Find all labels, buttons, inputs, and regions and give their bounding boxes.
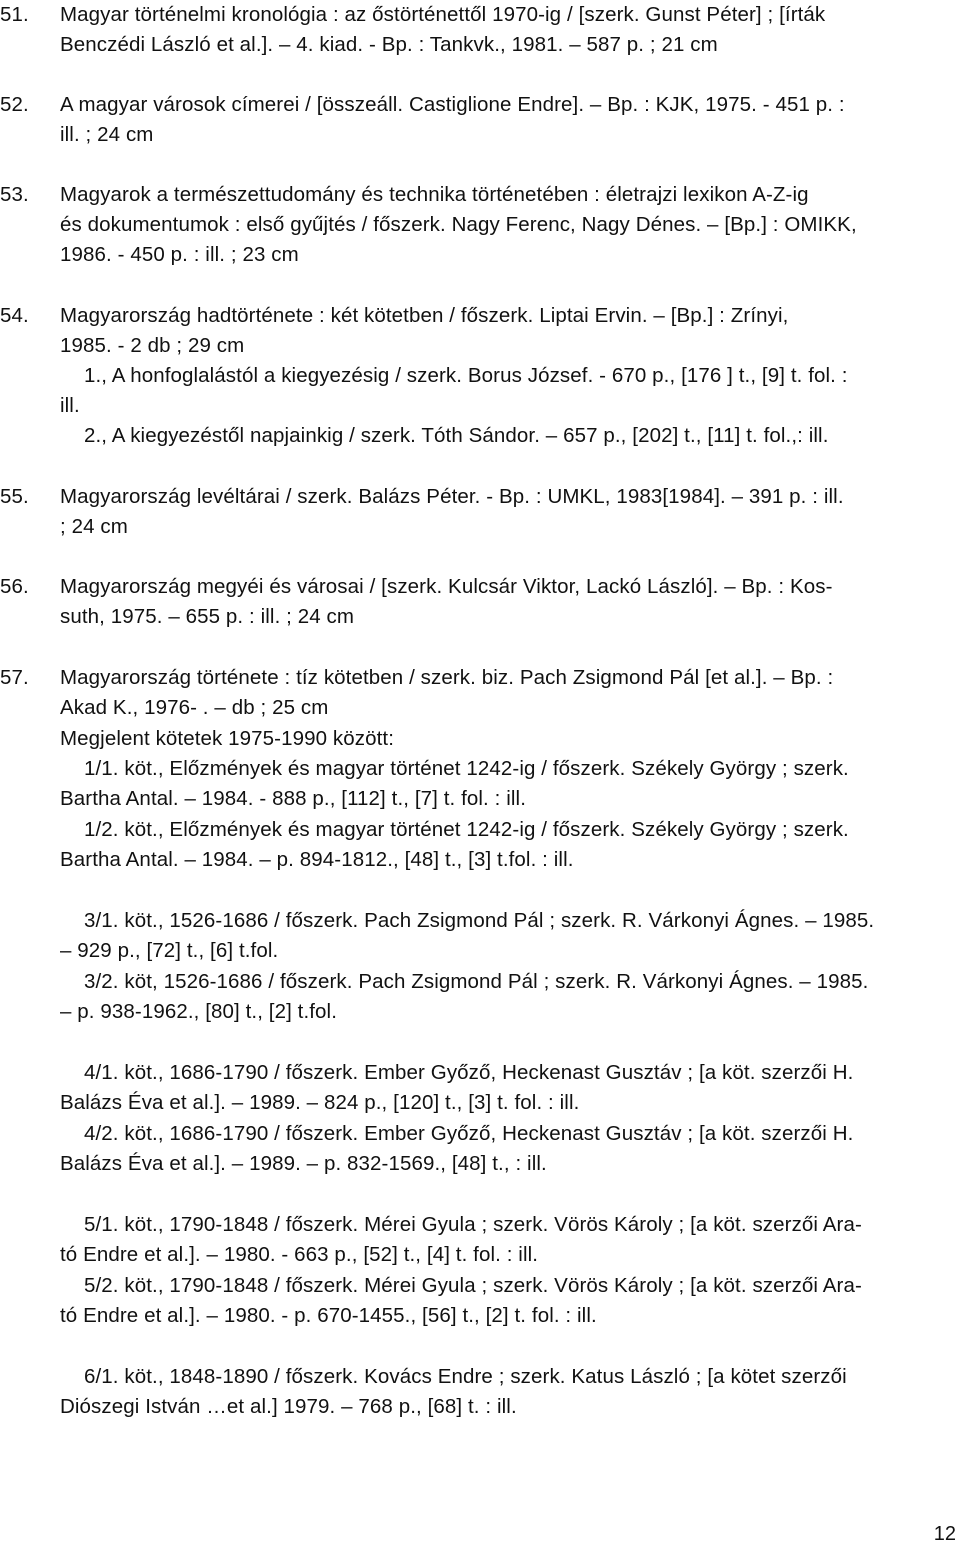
- entry-57-line-3: Megjelent kötetek 1975-1990 között:: [60, 727, 394, 750]
- entry-57-line-1: [0, 665, 833, 691]
- entry-57-vol-1-2-line-2: Bartha Antal. – 1984. – p. 894-1812., [48] t., [3] t.fol. : ill.: [60, 848, 574, 871]
- entry-55-line-2: ; 24 cm: [60, 515, 128, 538]
- entry-57-vol-5-1-line-1: 5/1. köt., 1790-1848 / főszerk. Mérei Gyula ; szerk. Vörös Károly ; [a köt. szerzői Ara-: [84, 1213, 862, 1236]
- entry-53-line-2: és dokumentumok : első gyűjtés / főszerk. Nagy Ferenc, Nagy Dénes. – [Bp.] : OMIKK,: [60, 213, 857, 236]
- entry-52-line-2: ill. ; 24 cm: [60, 123, 154, 146]
- entry-text: Magyarország levéltárai / szerk. Balázs Péter. - Bp. : UMKL, 1983[1984]. – 391 p. : ill.: [60, 485, 844, 508]
- entry-51-line-2: Benczédi László et al.]. – 4. kiad. - Bp. : Tankvk., 1981. – 587 p. ; 21 cm: [60, 33, 718, 56]
- entry-57-vol-6-1-line-2: Diószegi István …et al.] 1979. – 768 p., [68] t. : ill.: [60, 1395, 517, 1418]
- entry-number: 56.: [0, 575, 29, 598]
- entry-54-line-4: ill.: [60, 394, 80, 417]
- entry-54-line-1: [0, 303, 788, 329]
- entry-54-line-5: 2., A kiegyezéstől napjainkig / szerk. Tóth Sándor. – 657 p., [202] t., [11] t. fol.,: ill.: [84, 424, 829, 447]
- entry-57-vol-4-1-line-2: Balázs Éva et al.]. – 1989. – 824 p., [120] t., [3] t. fol. : ill.: [60, 1091, 580, 1114]
- entry-56-line-2: suth, 1975. – 655 p. : ill. ; 24 cm: [60, 605, 355, 628]
- entry-57-vol-1-1-line-1: 1/1. köt., Előzmények és magyar történet 1242-ig / főszerk. Székely György ; szerk.: [84, 757, 849, 780]
- entry-52-line-1: [0, 92, 845, 118]
- entry-57-vol-1-2-line-1: 1/2. köt., Előzmények és magyar történet 1242-ig / főszerk. Székely György ; szerk.: [84, 818, 849, 841]
- entry-text: Magyarok a természettudomány és technika történetében : életrajzi lexikon A-Z-ig: [60, 183, 809, 206]
- entry-text: Magyarország története : tíz kötetben / szerk. biz. Pach Zsigmond Pál [et al.]. – Bp. :: [60, 666, 834, 689]
- entry-number: 57.: [0, 666, 29, 689]
- entry-54-line-2: 1985. - 2 db ; 29 cm: [60, 334, 245, 357]
- entry-54-line-3: 1., A honfoglalástól a kiegyezésig / szerk. Borus József. - 670 p., [176 ] t., [9] t. fol. :: [84, 364, 848, 387]
- entry-57-vol-3-2-line-2: – p. 938-1962., [80] t., [2] t.fol.: [60, 1000, 338, 1023]
- entry-57-vol-4-2-line-2: Balázs Éva et al.]. – 1989. – p. 832-1569., [48] t., : ill.: [60, 1152, 547, 1175]
- entry-number: 52.: [0, 93, 29, 116]
- page-number: 12: [933, 1523, 956, 1545]
- entry-number: 55.: [0, 485, 29, 508]
- entry-text: Magyar történelmi kronológia : az őstörténettől 1970-ig / [szerk. Gunst Péter] ; [írták: [60, 3, 826, 26]
- entry-57-vol-3-2-line-1: 3/2. köt, 1526-1686 / főszerk. Pach Zsigmond Pál ; szerk. R. Várkonyi Ágnes. – 1985.: [84, 970, 869, 993]
- entry-53-line-3: 1986. - 450 p. : ill. ; 23 cm: [60, 243, 299, 266]
- entry-57-vol-6-1-line-1: 6/1. köt., 1848-1890 / főszerk. Kovács Endre ; szerk. Katus László ; [a kötet szerzői: [84, 1365, 847, 1388]
- entry-text: Magyarország megyéi és városai / [szerk. Kulcsár Viktor, Lackó László]. – Bp. : Kos-: [60, 575, 833, 598]
- entry-text: A magyar városok címerei / [összeáll. Castiglione Endre]. – Bp. : KJK, 1975. - 451 p. :: [60, 93, 845, 116]
- entry-57-vol-1-1-line-2: Bartha Antal. – 1984. - 888 p., [112] t., [7] t. fol. : ill.: [60, 787, 526, 810]
- entry-57-vol-4-1-line-1: 4/1. köt., 1686-1790 / főszerk. Ember Győző, Heckenast Gusztáv ; [a köt. szerzői H.: [84, 1061, 854, 1084]
- entry-number: 54.: [0, 304, 29, 327]
- entry-number: 51.: [0, 3, 29, 26]
- entry-57-vol-5-1-line-2: tó Endre et al.]. – 1980. - 663 p., [52] t., [4] t. fol. : ill.: [60, 1243, 539, 1266]
- entry-57-vol-5-2-line-1: 5/2. köt., 1790-1848 / főszerk. Mérei Gyula ; szerk. Vörös Károly ; [a köt. szerzői Ara-: [84, 1274, 862, 1297]
- entry-55-line-1: [0, 484, 844, 510]
- entry-53-line-1: [0, 182, 809, 208]
- entry-57-vol-3-1-line-2: – 929 p., [72] t., [6] t.fol.: [60, 939, 279, 962]
- entry-56-line-1: [0, 574, 833, 600]
- entry-57-vol-4-2-line-1: 4/2. köt., 1686-1790 / főszerk. Ember Győző, Heckenast Gusztáv ; [a köt. szerzői H.: [84, 1122, 854, 1145]
- entry-57-vol-3-1-line-1: 3/1. köt., 1526-1686 / főszerk. Pach Zsigmond Pál ; szerk. R. Várkonyi Ágnes. – 1985.: [84, 909, 875, 932]
- entry-number: 53.: [0, 183, 29, 206]
- entry-51-line-1: [0, 2, 825, 28]
- entry-57-vol-5-2-line-2: tó Endre et al.]. – 1980. - p. 670-1455., [56] t., [2] t. fol. : ill.: [60, 1304, 597, 1327]
- entry-text: Magyarország hadtörténete : két kötetben / főszerk. Liptai Ervin. – [Bp.] : Zrínyi,: [60, 304, 789, 327]
- entry-57-line-2: Akad K., 1976- . – db ; 25 cm: [60, 696, 329, 719]
